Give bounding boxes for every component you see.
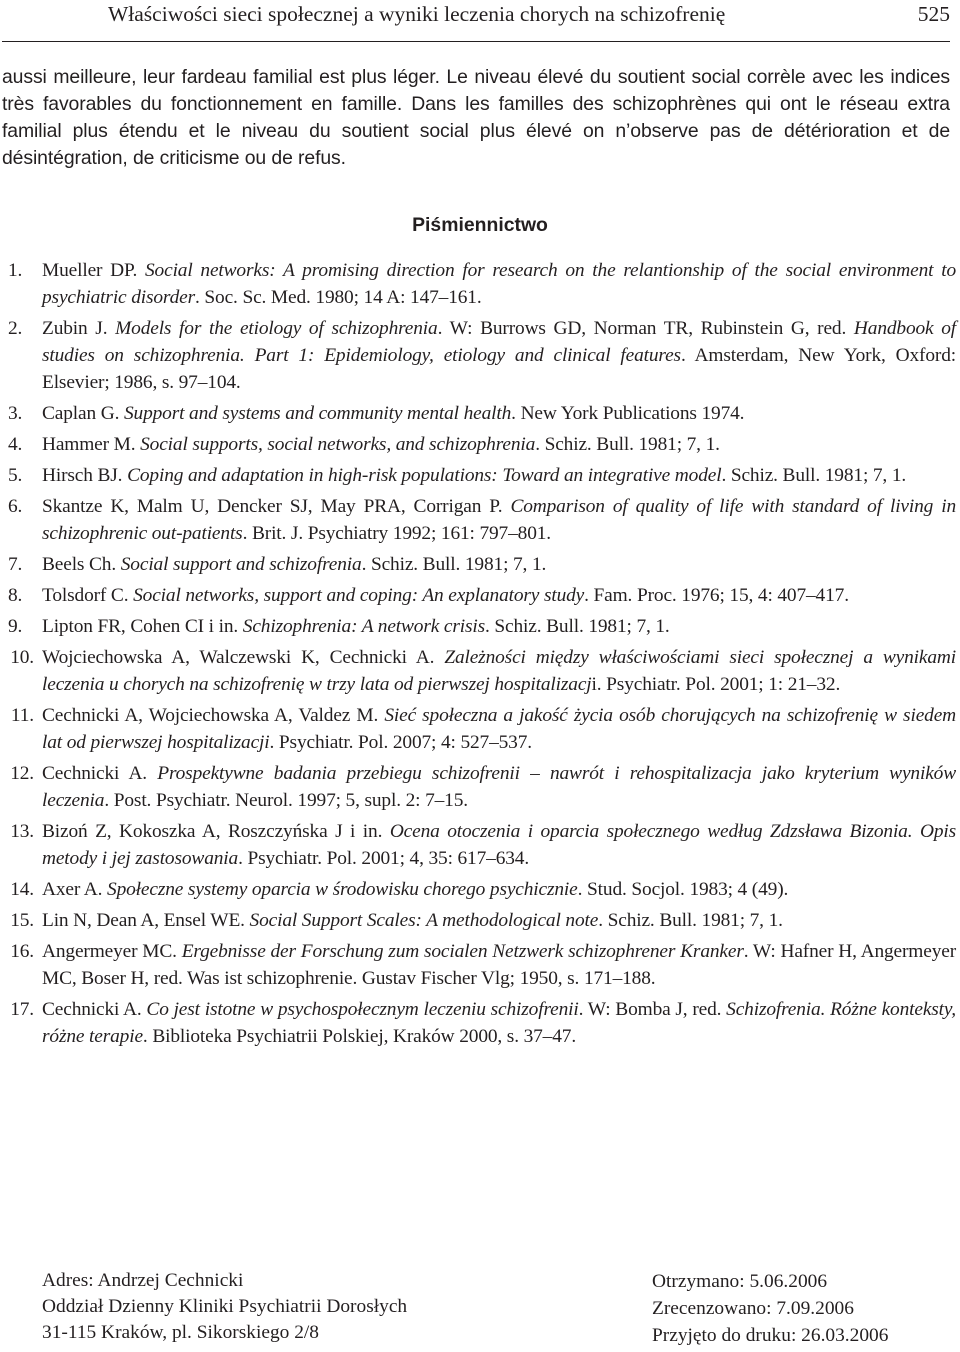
reference-source: . Soc. Sc. Med. 1980; 14 A: 147–161. (195, 287, 482, 308)
reference-authors: Tolsdorf C. (42, 585, 134, 606)
reference-number: 10. (10, 647, 34, 668)
reference-title: Social networks, support and coping: An explanatory study (133, 585, 585, 606)
reference-title: Co jest istotne w psychospołecznym leczeniu schizofrenii (146, 999, 579, 1020)
publication-dates (652, 1268, 888, 1349)
reference-title: Social supports, social networks, and schizophrenia (140, 434, 536, 455)
address-line: Adres: Andrzej Cechnicki (42, 1270, 244, 1291)
reference-authors: Lipton FR, Cohen CI i in. (42, 616, 243, 637)
reference-item (0, 431, 956, 458)
reference-item (0, 582, 956, 609)
reference-item (0, 551, 956, 578)
reference-title: Schizophrenia: A network crisis (242, 616, 486, 637)
reference-list (0, 257, 956, 1054)
reference-source: . Schiz. Bull. 1981; 7, 1. (721, 465, 907, 486)
reference-item (0, 760, 956, 814)
reference-authors: Mueller DP. (42, 260, 146, 281)
reference-number: 5. (8, 465, 23, 486)
reference-title: Comparison of quality of life with standard of living in schizophrenic out-patients (42, 496, 956, 544)
reference-source: . Fam. Proc. 1976; 15, 4: 407–417. (584, 585, 849, 606)
reference-number: 8. (8, 585, 23, 606)
reference-number: 2. (8, 318, 23, 339)
reference-authors: Axer A. (42, 879, 108, 900)
page-number: 525 (917, 2, 950, 26)
reference-number: 17. (10, 999, 34, 1020)
reference-title: Prospektywne badania przebiegu schizofrenii – nawrót i rehospitalizacja jako kryterium wyników leczenia (42, 763, 956, 811)
reference-title: Społeczne systemy oparcia w środowisku chorego psychicznie (107, 879, 578, 900)
reference-source: . Schiz. Bull. 1981; 7, 1. (485, 616, 670, 637)
page-header (0, 0, 960, 44)
reference-title: Support and systems and community mental health (123, 403, 512, 424)
section-heading: Piśmiennictwo (412, 214, 548, 236)
body-paragraph: aussi meilleure, leur fardeau familial est plus léger. Le niveau élevé du soutient social corrèle avec les indices très favorables du fonctionnement en famille. Dans les familles des schizophrènes qui ont le réseau extra familial plus étendu et le niveau du soutient social plus élevé on n’observe pas de détérioration et de désintégration, de criticisme ou de refus. (2, 66, 950, 169)
reference-source: . Schiz. Bull. 1981; 7, 1. (598, 910, 783, 931)
reference-number: 7. (8, 554, 23, 575)
received-date: Otrzymano: 5.06.2006 (652, 1271, 828, 1292)
reference-number: 11. (10, 705, 34, 726)
running-title: Właściwości sieci społecznej a wyniki leczenia chorych na schizofrenię (108, 2, 726, 26)
reference-item (0, 702, 956, 756)
reference-authors: Caplan G. (42, 403, 124, 424)
reference-title: Social networks: A promising direction for research on the relantionship of the social environment to psychiatric disorder (42, 260, 956, 308)
reference-source: . Psychiatr. Pol. 2001; 4, 35: 617–634. (238, 848, 530, 869)
reference-authors: Bizoń Z, Kokoszka A, Roszczyńska J i in. (42, 821, 390, 842)
reference-source: . Psychiatr. Pol. 2007; 4: 527–537. (269, 732, 532, 753)
reference-item (0, 876, 956, 903)
reference-number: 16. (10, 941, 34, 962)
reference-source: i. Psychiatr. Pol. 2001; 1: 21–32. (591, 674, 841, 695)
reference-item (0, 400, 956, 427)
reference-source: . Schiz. Bull. 1981; 7, 1. (361, 554, 547, 575)
reference-number: 4. (8, 434, 23, 455)
reference-number: 3. (8, 403, 23, 424)
reference-title: Models for the etiology of schizophrenia (115, 318, 438, 339)
reference-source: . Stud. Socjol. 1983; 4 (49). (577, 879, 789, 900)
reference-number: 12. (10, 763, 34, 784)
reference-source: . W: Burrows GD, Norman TR, Rubinstein G, red. (437, 318, 854, 339)
reference-authors: Lin N, Dean A, Ensel WE. (42, 910, 250, 931)
reference-item (0, 818, 956, 872)
header-rule (2, 41, 950, 42)
reference-authors: Wojciechowska A, Walczewski K, Cechnicki A. (42, 647, 445, 668)
reference-number: 1. (8, 260, 23, 281)
reference-title: Coping and adaptation in high-risk populations: Toward an integrative model (127, 465, 722, 486)
reference-title: Sieć społeczna a jakość życia osób chorujących na schizofrenię w siedem lat od pierwszej hospitalizacji (42, 705, 957, 753)
reference-source: . Schiz. Bull. 1981; 7, 1. (535, 434, 720, 455)
reference-number: 6. (8, 496, 23, 517)
reference-number: 13. (10, 821, 34, 842)
reference-source: . Amsterdam, New York, Oxford: Elsevier; 1986, s. 97–104. (42, 345, 956, 393)
reference-authors: Cechnicki A, Wojciechowska A, Valdez M. (42, 705, 385, 726)
reference-authors: Zubin J. (42, 318, 116, 339)
reference-title: Schizofrenia. Różne konteksty, różne terapie (42, 999, 956, 1047)
address-line: Oddział Dzienny Kliniki Psychiatrii Dorosłych (42, 1296, 408, 1317)
reference-authors: Hirsch BJ. (42, 465, 128, 486)
reference-item (0, 938, 956, 992)
reference-item (0, 907, 956, 934)
reviewed-date: Zrecenzowano: 7.09.2006 (652, 1298, 854, 1319)
reference-title: Zależności między właściwościami sieci społecznej a wynikami leczenia u chorych na schizofrenię w trzy lata od pierwszej hospitalizacj (42, 647, 956, 695)
reference-source: . New York Publications 1974. (511, 403, 745, 424)
reference-item (0, 315, 956, 396)
reference-title: Ergebnisse der Forschung zum socialen Netzwerk schizophrener Kranker (181, 941, 744, 962)
reference-authors: Skantze K, Malm U, Dencker SJ, May PRA, Corrigan P. (42, 496, 511, 517)
reference-title: Social support and schizofrenia (120, 554, 362, 575)
reference-source: . W: Bomba J, red. (578, 999, 727, 1020)
reference-title: Handbook of studies on schizophrenia. Part 1: Epidemiology, etiology and clinical features (42, 318, 957, 366)
reference-number: 15. (10, 910, 34, 931)
reference-item (0, 644, 956, 698)
correspondence-address (42, 1268, 407, 1346)
reference-number: 14. (10, 879, 34, 900)
reference-source: . W: Hafner H, Angermeyer MC, Boser H, red. Was ist schizophrenie. Gustav Fischer Vlg; 1950, s. 171–188. (42, 941, 956, 989)
reference-authors: Cechnicki A. (42, 999, 147, 1020)
reference-source: . Brit. J. Psychiatry 1992; 161: 797–801. (242, 523, 551, 544)
address-line: 31-115 Kraków, pl. Sikorskiego 2/8 (42, 1322, 320, 1343)
reference-source: . Biblioteka Psychiatrii Polskiej, Kraków 2000, s. 37–47. (142, 1026, 577, 1047)
accepted-date: Przyjęto do druku: 26.03.2006 (652, 1325, 889, 1346)
reference-title: Social Support Scales: A methodological note (249, 910, 599, 931)
reference-authors: Angermeyer MC. (42, 941, 182, 962)
reference-authors: Cechnicki A. (42, 763, 158, 784)
reference-item (0, 257, 956, 311)
reference-item (0, 493, 956, 547)
reference-number: 9. (8, 616, 23, 637)
reference-title: Ocena otoczenia i oparcia społecznego według Zdzsława Bizonia. Opis metody i jej zastosowania (42, 821, 956, 869)
reference-item (0, 462, 956, 489)
reference-authors: Hammer M. (42, 434, 141, 455)
reference-item (0, 996, 956, 1050)
reference-authors: Beels Ch. (42, 554, 121, 575)
reference-source: . Post. Psychiatr. Neurol. 1997; 5, supl. 2: 7–15. (104, 790, 468, 811)
reference-item (0, 613, 956, 640)
